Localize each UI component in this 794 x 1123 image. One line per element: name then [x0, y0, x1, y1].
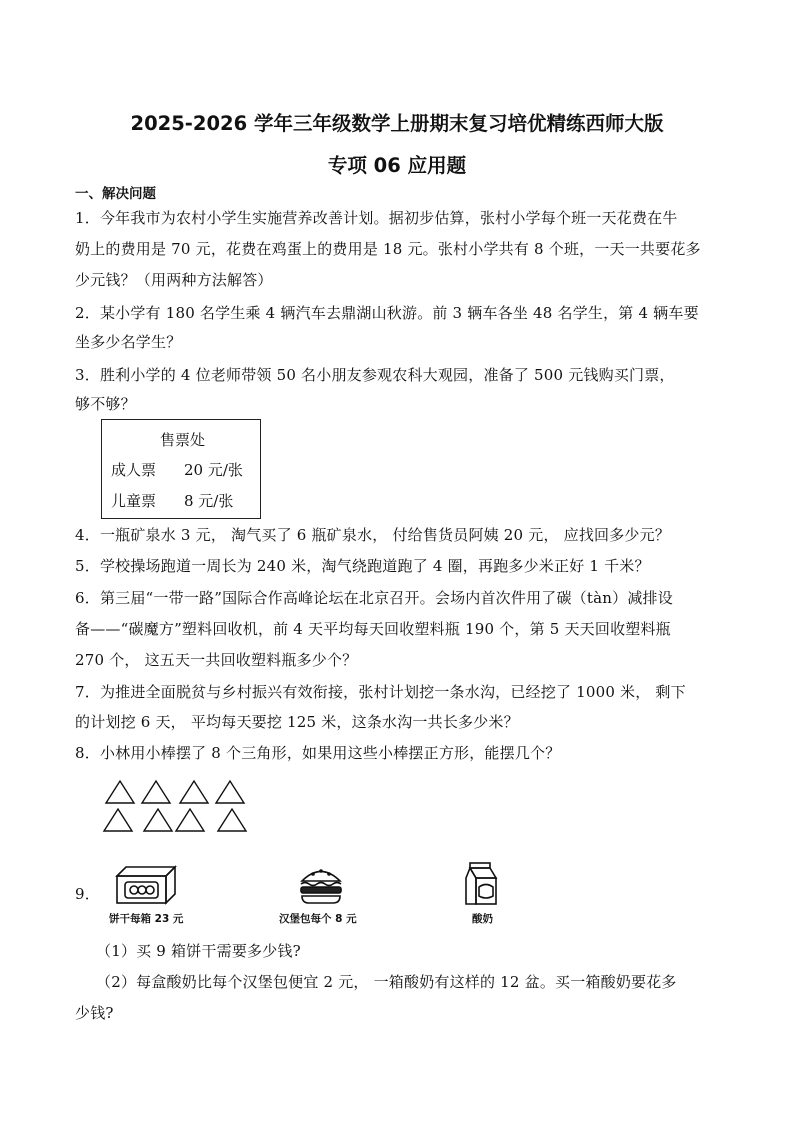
ticket-price-table [101, 419, 261, 519]
question-9-sub-1: （1）买 9 箱饼干需要多少钱? [96, 942, 301, 960]
question-9-number: 9． [75, 885, 100, 903]
question-5: 5．学校操场跑道一周长为 240 米，淘气绕跑道跑了 4 圈，再跑多少米正好 1 千米？ [75, 557, 650, 575]
question-2-line-1: 2．某小学有 180 名学生乘 4 辆汽车去鼎湖山秋游。前 3 辆车各坐 48 名学生，第 4 辆车要 [75, 304, 699, 322]
ticket-row-adult-price: 20 元/张 [184, 461, 243, 479]
ticket-row-child-name: 儿童票 [111, 492, 157, 510]
ticket-row-child-price: 8 元/张 [184, 492, 234, 510]
hamburger-icon [298, 864, 344, 906]
question-6-line-2: 备——“碳魔方”塑料回收机，前 4 天平均每天回收塑料瓶 190 个，第 5 天天回收塑料瓶 [75, 620, 671, 638]
page-title: 2025-2026 学年三年级数学上册期末复习培优精练西师大版 [130, 112, 664, 135]
section-heading: 一、解决问题 [75, 186, 156, 202]
question-3-line-2: 够不够？ [75, 395, 136, 413]
triangle-icon [176, 809, 204, 831]
triangle-icon [218, 809, 246, 831]
yogurt-caption: 酸奶 [472, 913, 493, 925]
question-1-line-2: 奶上的费用是 70 元，花费在鸡蛋上的费用是 18 元。张村小学共有 8 个班，一天一共要花多 [75, 240, 701, 258]
question-9-sub-2-line-1: （2）每盒酸奶比每个汉堡包便宜 2 元， 一箱酸奶有这样的 12 盆。买一箱酸奶要花多 [96, 973, 677, 991]
triangle-icon [106, 781, 134, 803]
question-1-line-1: 1．今年我市为农村小学生实施营养改善计划。据初步估算，张村小学每个班一天花费在牛 [75, 209, 678, 227]
ticket-table-title: 售票处 [160, 431, 206, 449]
hamburger-caption: 汉堡包每个 8 元 [279, 913, 357, 925]
triangle-icon [216, 781, 244, 803]
triangle-icon [142, 781, 170, 803]
question-3-line-1: 3．胜利小学的 4 位老师带领 50 名小朋友参观农科大观园，准备了 500 元钱购买门票， [75, 366, 675, 384]
question-1-line-3: 少元钱？（用两种方法解答） [75, 271, 273, 289]
question-4: 4．一瓶矿泉水 3 元， 淘气买了 6 瓶矿泉水， 付给售货员阿姨 20 元， 应找回多少元？ [75, 526, 671, 544]
triangle-icon [180, 781, 208, 803]
question-7-line-1: 7．为推进全面脱贫与乡村振兴有效衔接，张村计划挖一条水沟，已经挖了 1000 米， 剩下 [75, 683, 686, 701]
triangle-icon [104, 809, 132, 831]
question-6-line-3: 270 个， 这五天一共回收塑料瓶多少个？ [75, 651, 358, 669]
yogurt-carton-icon [464, 861, 502, 907]
question-8: 8．小林用小棒摆了 8 个三角形，如果用这些小棒摆正方形，能摆几个？ [75, 744, 561, 762]
question-7-line-2: 的计划挖 6 天， 平均每天要挖 125 米，这条水沟一共长多少米？ [75, 713, 519, 731]
question-6-line-1: 6．第三届“一带一路”国际合作高峰论坛在北京召开。会场内首次件用了碳（tàn）减排设 [75, 589, 673, 607]
question-2-line-2: 坐多少名学生？ [75, 333, 182, 351]
ticket-row-adult-name: 成人票 [111, 461, 157, 479]
biscuit-box-icon [114, 864, 178, 906]
triangle-icon [144, 809, 172, 831]
biscuit-caption: 饼干每箱 23 元 [109, 913, 184, 925]
page-subtitle: 专项 06 应用题 [327, 154, 467, 177]
question-9-sub-2-line-2: 少钱? [75, 1004, 114, 1022]
triangles-figure [100, 778, 250, 836]
